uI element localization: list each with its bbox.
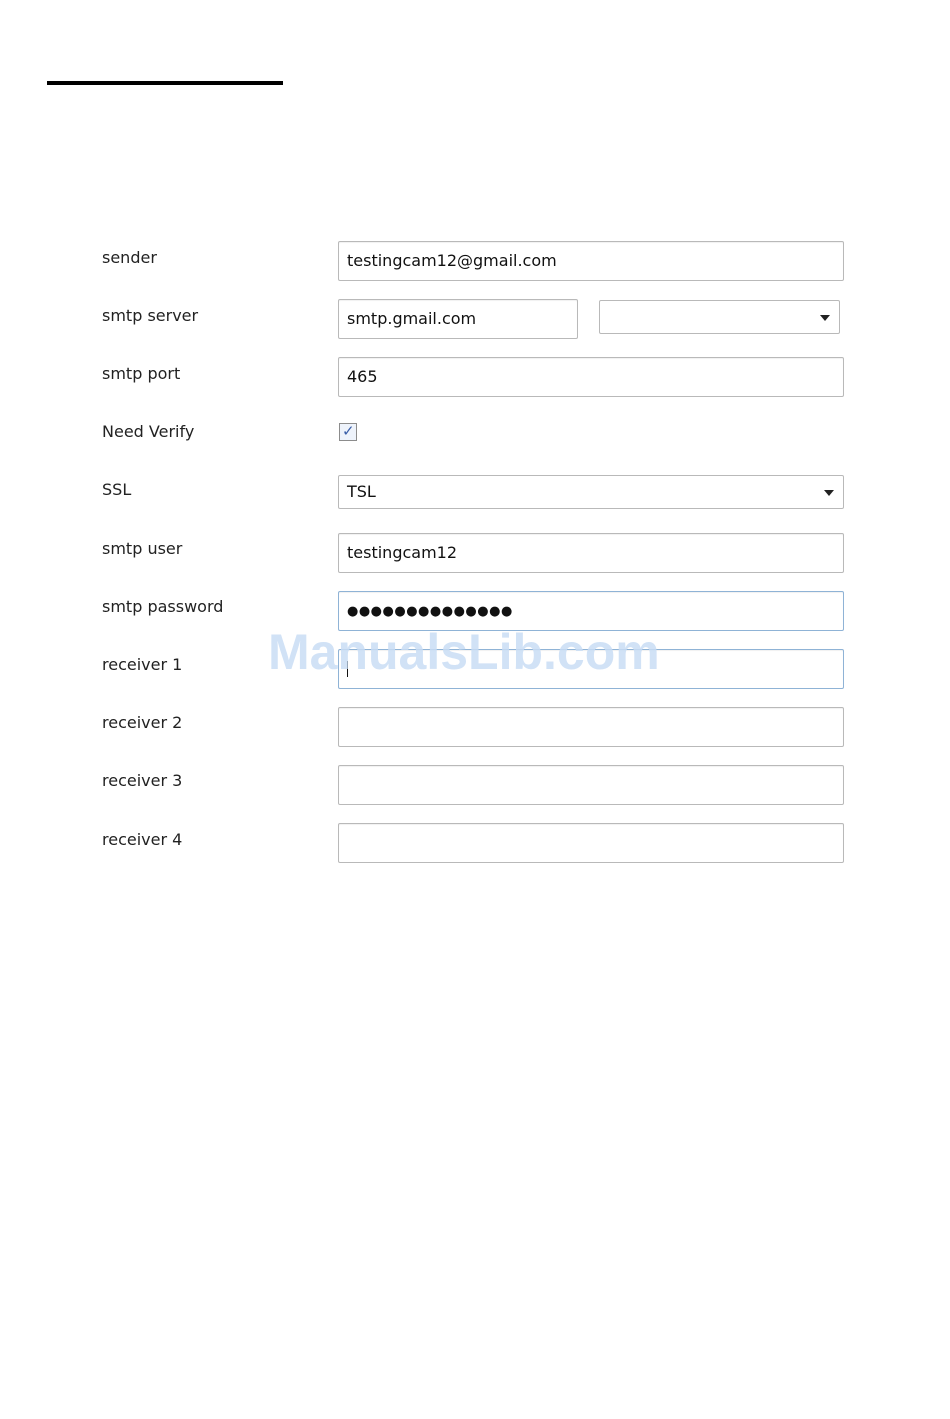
label-receiver-2: receiver 2 [102, 713, 183, 732]
sender-input[interactable] [338, 241, 844, 281]
ssl-value: TSL [347, 482, 376, 501]
label-smtp-user: smtp user [102, 539, 183, 558]
header-rule [47, 81, 283, 85]
smtp-password-value: ●●●●●●●●●●●●●● [347, 604, 513, 619]
label-receiver-4: receiver 4 [102, 830, 183, 849]
smtp-port-input[interactable] [338, 357, 844, 397]
smtp-user-value: testingcam12 [347, 543, 458, 562]
need-verify-checkbox[interactable] [339, 423, 357, 441]
chevron-down-icon [820, 315, 830, 321]
chevron-down-icon [824, 490, 834, 496]
checkmark-icon: ✓ [342, 422, 355, 440]
receiver-3-input[interactable] [338, 765, 844, 805]
smtp-server-input[interactable] [338, 299, 578, 339]
receiver-1-input[interactable] [338, 649, 844, 689]
smtp-password-input[interactable] [338, 591, 844, 631]
label-ssl: SSL [102, 480, 132, 499]
smtp-server-value: smtp.gmail.com [347, 309, 477, 328]
smtp-port-value: 465 [347, 367, 378, 386]
smtp-server-preset-select[interactable] [599, 300, 840, 334]
label-smtp-server: smtp server [102, 306, 199, 325]
ssl-select[interactable] [338, 475, 844, 509]
label-sender: sender [102, 248, 157, 267]
label-smtp-password: smtp password [102, 597, 224, 616]
receiver-4-input[interactable] [338, 823, 844, 863]
label-receiver-3: receiver 3 [102, 771, 183, 790]
label-smtp-port: smtp port [102, 364, 181, 383]
watermark: ManualsLib.com [268, 624, 660, 680]
smtp-user-input[interactable] [338, 533, 844, 573]
receiver-2-input[interactable] [338, 707, 844, 747]
text-cursor [347, 661, 348, 677]
label-need-verify: Need Verify [102, 422, 195, 441]
label-receiver-1: receiver 1 [102, 655, 183, 674]
sender-value: testingcam12@gmail.com [347, 251, 557, 270]
